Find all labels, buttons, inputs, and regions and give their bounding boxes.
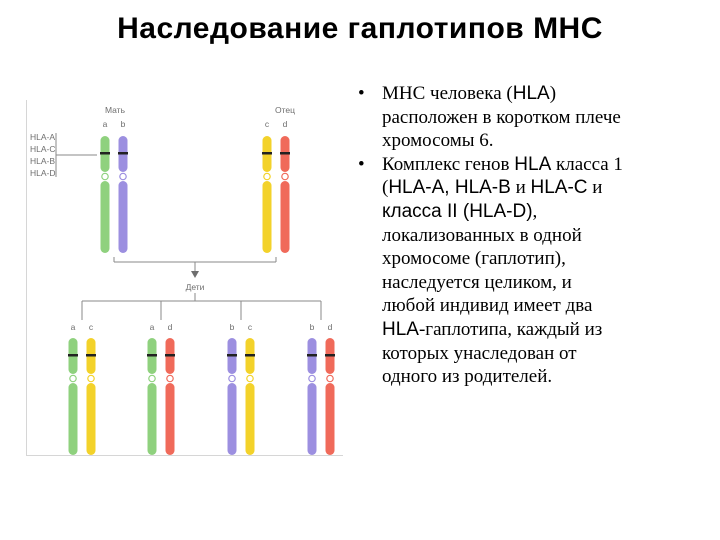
child-3-chromosome-c-hla-band bbox=[245, 354, 255, 357]
down-arrow-icon bbox=[191, 271, 199, 278]
hla-label: HLA-C bbox=[30, 144, 56, 154]
children-label: Дети bbox=[185, 282, 205, 292]
text-run: HLA bbox=[382, 318, 419, 340]
text-run: расположен в коротком плече bbox=[382, 106, 621, 128]
text-run: хромосомы 6. bbox=[382, 130, 494, 152]
allele-letter: d bbox=[327, 322, 333, 332]
inheritance-diagram bbox=[26, 100, 343, 456]
mother-label: Мать bbox=[104, 105, 126, 115]
father-chromosome-c-centromere bbox=[264, 173, 270, 179]
text-run: одного из родителей. bbox=[382, 366, 553, 388]
mother-chromosome-a-hla-band bbox=[100, 152, 110, 155]
text-run: HLA-C bbox=[530, 177, 588, 199]
mother-chromosome-a-long-arm bbox=[101, 181, 110, 253]
child-3-chromosome-b-hla-band bbox=[227, 354, 237, 357]
text-run: -гаплотипа, каждый из bbox=[418, 318, 603, 340]
mother-chromosome-b-centromere bbox=[120, 173, 126, 179]
allele-letter: d bbox=[167, 322, 173, 332]
bullet-line bbox=[382, 365, 716, 389]
bullet-dot-icon: • bbox=[358, 83, 365, 104]
child-3-chromosome-c-centromere bbox=[247, 375, 253, 381]
allele-letter: c bbox=[247, 322, 253, 332]
hla-label: HLA-D bbox=[30, 168, 56, 178]
child-1-chromosome-c-hla-band bbox=[86, 354, 96, 357]
child-4-chromosome-b-hla-band bbox=[307, 354, 317, 357]
text-run: ( bbox=[382, 177, 389, 199]
mother-chromosome-b-hla-band bbox=[118, 152, 128, 155]
allele-letter: b bbox=[120, 119, 126, 129]
bullet-line bbox=[382, 271, 716, 295]
child-3-chromosome-b-centromere bbox=[229, 375, 235, 381]
text-run: наследуется целиком, и bbox=[382, 271, 572, 293]
text-run: и bbox=[587, 177, 603, 199]
mother-chromosome-a-centromere bbox=[102, 173, 108, 179]
text-run: хромосоме (гаплотип), bbox=[382, 248, 566, 270]
bullet-dot-icon: • bbox=[358, 153, 365, 175]
bullet-line bbox=[382, 153, 716, 177]
slide-title: Наследование гаплотипов МНС bbox=[117, 12, 603, 45]
bullet-item bbox=[352, 82, 716, 153]
father-chromosome-c-hla-band bbox=[262, 152, 272, 155]
child-2-chromosome-d-hla-band bbox=[165, 354, 175, 357]
text-run: и bbox=[510, 177, 531, 199]
father-chromosome-c-long-arm bbox=[263, 181, 272, 253]
child-4-chromosome-d-hla-band bbox=[325, 354, 335, 357]
child-1-chromosome-c-long-arm bbox=[87, 383, 96, 455]
child-4-chromosome-d-long-arm bbox=[326, 383, 335, 455]
bullet-line bbox=[382, 176, 716, 200]
allele-letter: d bbox=[282, 119, 288, 129]
allele-letter: b bbox=[309, 322, 315, 332]
text-run: локализованных в одной bbox=[382, 224, 582, 246]
text-run: класса II (HLA-D) bbox=[382, 200, 533, 222]
hla-label: HLA-A bbox=[30, 132, 56, 142]
allele-letter: a bbox=[149, 322, 155, 332]
child-4-chromosome-b-centromere bbox=[309, 375, 315, 381]
father-chromosome-d-hla-band bbox=[280, 152, 290, 155]
text-run: Комплекс генов bbox=[382, 153, 515, 175]
text-run: любой индивид имеет два bbox=[382, 295, 593, 317]
bullet-line bbox=[382, 342, 716, 366]
allele-letter: b bbox=[229, 322, 235, 332]
inheritance-diagram-svg bbox=[27, 100, 343, 455]
mother-chromosome-b-long-arm bbox=[119, 181, 128, 253]
text-run: HLA-A, HLA-B bbox=[388, 177, 511, 199]
allele-letter: a bbox=[70, 322, 76, 332]
father-chromosome-d-centromere bbox=[282, 173, 288, 179]
child-2-chromosome-a-hla-band bbox=[147, 354, 157, 357]
bullet-item bbox=[352, 153, 716, 389]
child-4-chromosome-d-centromere bbox=[327, 375, 333, 381]
allele-letter: c bbox=[88, 322, 94, 332]
father-label: Отец bbox=[274, 105, 296, 115]
child-4-chromosome-b-long-arm bbox=[308, 383, 317, 455]
text-run: ) bbox=[549, 83, 557, 104]
child-2-chromosome-a-centromere bbox=[149, 375, 155, 381]
text-run: HLA bbox=[512, 83, 550, 104]
child-1-chromosome-a-hla-band bbox=[68, 354, 78, 357]
child-2-chromosome-d-long-arm bbox=[166, 383, 175, 455]
text-run: класса 1 bbox=[551, 153, 623, 175]
child-2-chromosome-d-centromere bbox=[167, 375, 173, 381]
allele-letter: a bbox=[102, 119, 108, 129]
allele-letter: c bbox=[264, 119, 270, 129]
bullet-list bbox=[352, 82, 716, 389]
text-run: HLA bbox=[514, 153, 552, 175]
bullet-line bbox=[382, 82, 716, 106]
child-2-chromosome-a-long-arm bbox=[148, 383, 157, 455]
text-run: , bbox=[532, 200, 538, 222]
child-1-chromosome-a-centromere bbox=[70, 375, 76, 381]
child-1-chromosome-c-centromere bbox=[88, 375, 94, 381]
hla-label: HLA-B bbox=[30, 156, 56, 166]
bullet-line bbox=[382, 294, 716, 318]
bullet-line bbox=[382, 247, 716, 271]
bullet-line bbox=[382, 200, 716, 224]
bullet-line bbox=[382, 106, 716, 130]
child-3-chromosome-b-long-arm bbox=[228, 383, 237, 455]
bullet-line bbox=[382, 224, 716, 248]
child-3-chromosome-c-long-arm bbox=[246, 383, 255, 455]
text-run: МНС человека ( bbox=[382, 83, 513, 104]
father-chromosome-d-long-arm bbox=[281, 181, 290, 253]
bullet-line bbox=[382, 129, 716, 153]
text-run: которых унаследован от bbox=[382, 342, 577, 364]
child-1-chromosome-a-long-arm bbox=[69, 383, 78, 455]
bullet-line bbox=[382, 318, 716, 342]
